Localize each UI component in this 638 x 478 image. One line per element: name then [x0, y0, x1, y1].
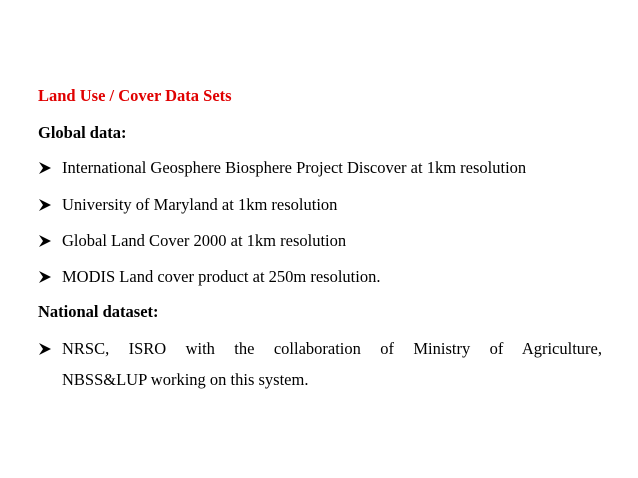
- slide-title: Land Use / Cover Data Sets: [38, 86, 232, 105]
- global-data-heading: Global data:: [38, 123, 127, 142]
- bullet-text: University of Maryland at 1km resolution: [62, 195, 338, 214]
- arrowhead-bullet-icon: [38, 342, 52, 356]
- national-dataset-heading: National dataset:: [38, 302, 159, 321]
- bullet-text: International Geosphere Biosphere Project Discover at 1km resolution: [62, 158, 527, 177]
- list-item: [38, 231, 346, 251]
- list-item: [38, 158, 526, 178]
- list-item: [38, 267, 380, 287]
- list-item: [38, 333, 602, 395]
- arrowhead-bullet-icon: [38, 198, 52, 212]
- bullet-text-line-1: NRSC, ISRO with the collaboration of Ministry of Agriculture,: [62, 339, 602, 358]
- bullet-text: MODIS Land cover product at 250m resolution.: [62, 267, 381, 286]
- arrowhead-bullet-icon: [38, 270, 52, 284]
- list-item: [38, 195, 337, 215]
- bullet-text-line-2: NBSS&LUP working on this system.: [62, 370, 309, 389]
- arrowhead-bullet-icon: [38, 161, 52, 175]
- bullet-text: Global Land Cover 2000 at 1km resolution: [62, 231, 347, 250]
- arrowhead-bullet-icon: [38, 234, 52, 248]
